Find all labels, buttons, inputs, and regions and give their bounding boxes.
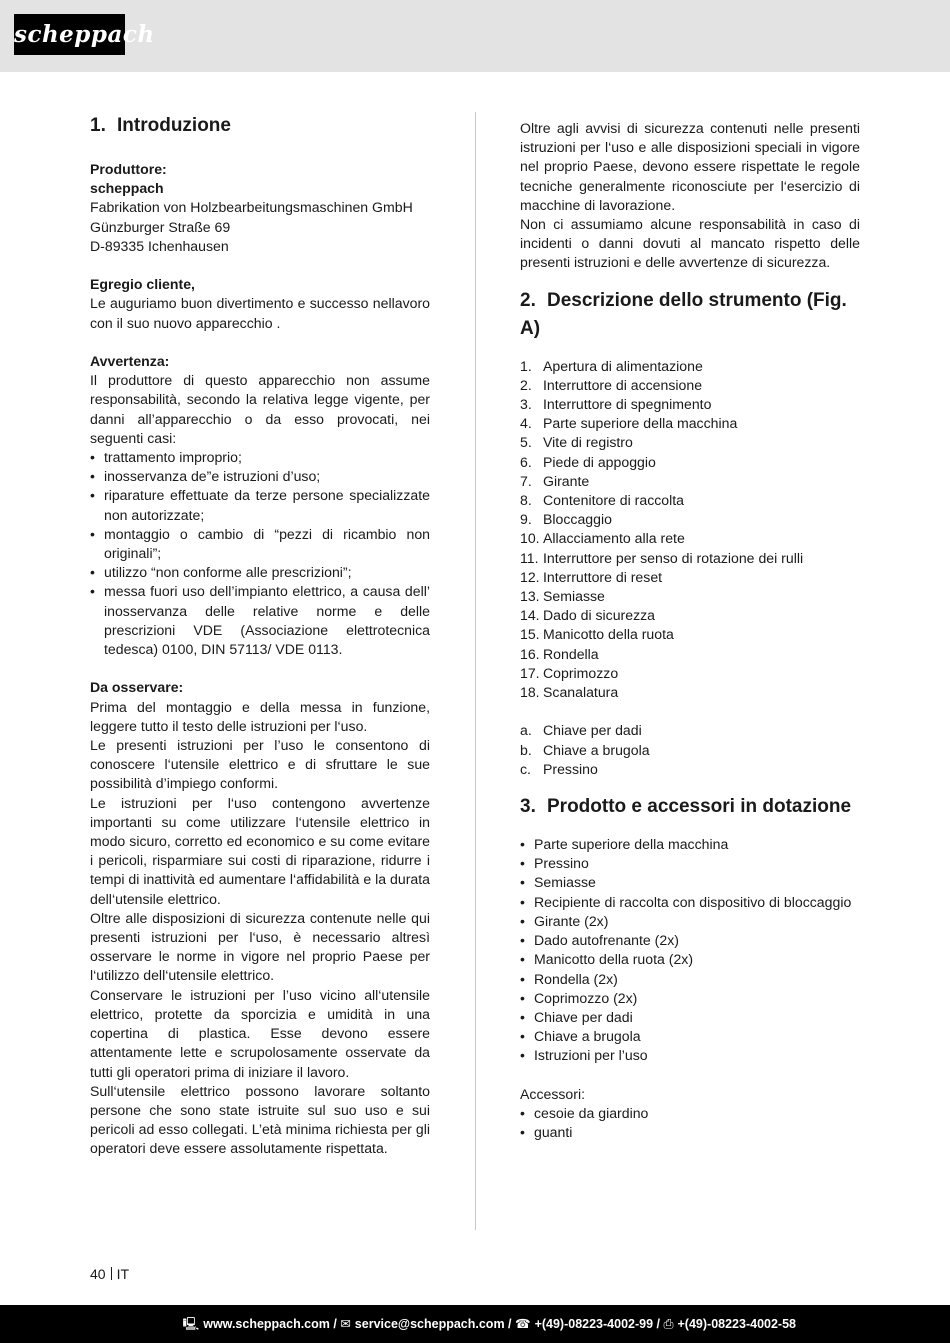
list-item: b. Chiave a brugola xyxy=(520,741,650,758)
list-item: • Rondella (2x) xyxy=(520,970,860,989)
observe-paragraph: Prima del montaggio e della messa in funzione, leggere tutto il testo delle istruzioni per l‘uso. xyxy=(90,698,430,734)
list-item: • inosservanza de”e istruzioni d’uso; xyxy=(90,467,430,486)
intro-paragraph: Oltre agli avvisi di sicurezza contenuti nelle presenti istruzioni per l‘uso e alle disposizioni speciali in vigore nel proprio Paese, devono essere rispettate le regole tecniche generalmente riconosciute per l‘esercizio di macchine di lavorazione. xyxy=(520,120,860,213)
header-bar xyxy=(0,0,950,72)
computer-icon: 🖳 xyxy=(182,1317,200,1331)
list-item: c. Pressino xyxy=(520,760,598,777)
manufacturer-label: Produttore: xyxy=(90,161,167,177)
warning-label: Avvertenza: xyxy=(90,353,170,369)
list-item: 10. Allacciamento alla rete xyxy=(520,530,685,547)
dear-customer-label: Egregio cliente, xyxy=(90,276,195,293)
list-item: 8. Contenitore di raccolta xyxy=(520,492,685,509)
scheppach-logo: scheppach xyxy=(14,14,125,55)
fax-icon: ⎙ xyxy=(663,1317,674,1331)
list-item: 16. Rondella xyxy=(520,645,599,662)
contact-line: 🖳 www.scheppach.com / ✉ service@scheppach.com / ☎ +(49)-08223-4002-99 / ⎙ +(49)-08223-4002-58 xyxy=(183,1305,796,1343)
manufacturer-line: D-89335 Ichenhausen xyxy=(90,237,229,254)
list-item: • Istruzioni per l’uso xyxy=(520,1046,860,1065)
observe-label: Da osservare: xyxy=(90,679,184,696)
manufacturer-name: scheppach xyxy=(90,180,164,197)
observe-paragraph: Conservare le istruzioni per l’uso vicino all‘utensile elettrico, protette da sporcizia e umidità in una copertina di plastica. Esse devono essere attentamente lette e scrupolosamente osservate da tutti gli operatori prima di iniziare il lavoro. xyxy=(90,986,430,1080)
list-item: 3. Interruttore di spegnimento xyxy=(520,396,712,413)
list-item: • Parte superiore della macchina xyxy=(520,835,860,854)
list-item: a. Chiave per dadi xyxy=(520,722,642,739)
list-item: 5. Vite di registro xyxy=(520,434,633,451)
supplied-list xyxy=(520,835,860,1065)
list-item: • Girante (2x) xyxy=(520,912,860,931)
section-2-heading: 2. Descrizione dello strumento (Fig. A) xyxy=(520,289,847,339)
web-link[interactable]: www.scheppach.com xyxy=(203,1317,330,1331)
page-number: 40 IT xyxy=(90,1266,130,1282)
list-item: 6. Piede di appoggio xyxy=(520,453,656,470)
tools-list xyxy=(520,721,860,779)
left-column xyxy=(90,112,430,1159)
list-item: • Semiasse xyxy=(520,873,860,892)
accessories-label: Accessori: xyxy=(520,1085,586,1102)
list-item: 17. Coprimozzo xyxy=(520,664,619,681)
list-item: 1. Apertura di alimentazione xyxy=(520,357,703,374)
list-item: • trattamento improprio; xyxy=(90,448,430,467)
section-1-heading: 1. Introduzione xyxy=(90,115,231,136)
list-item: 2. Interruttore di accensione xyxy=(520,376,703,393)
accessories-list xyxy=(520,1104,860,1142)
section-3-heading: 3. Prodotto e accessori in dotazione xyxy=(520,796,852,818)
list-item: • Pressino xyxy=(520,854,860,873)
list-item: 9. Bloccaggio xyxy=(520,511,612,528)
list-item: 7. Girante xyxy=(520,472,590,489)
phone-number: +(49)-08223-4002-99 xyxy=(534,1317,654,1331)
list-item: • guanti xyxy=(520,1123,860,1142)
dear-customer-text: Le auguriamo buon divertimento e successo nellavoro con il suo nuovo apparecchio . xyxy=(90,295,430,331)
email-icon: ✉ xyxy=(340,1317,351,1331)
list-item: • Recipiente di raccolta con dispositivo di bloccaggio xyxy=(520,893,860,912)
list-item: • Chiave a brugola xyxy=(520,1027,860,1046)
email-link[interactable]: service@scheppach.com xyxy=(354,1317,505,1331)
fax-number: +(49)-08223-4002-58 xyxy=(677,1317,796,1331)
list-item: 4. Parte superiore della macchina xyxy=(520,415,738,432)
list-item: • Coprimozzo (2x) xyxy=(520,989,860,1008)
list-item: 14. Dado di sicurezza xyxy=(520,607,656,624)
observe-paragraph: Oltre alle disposizioni di sicurezza contenute nelle qui presenti istruzioni per l‘uso, è necessario altresì osservare le norme in vigore nel proprio Paese per l‘utilizzo dell‘utensile elettrico. xyxy=(90,909,430,984)
phone-icon: ☎ xyxy=(514,1317,531,1331)
manufacturer-line: Günzburger Straße 69 xyxy=(90,218,231,235)
parts-list xyxy=(520,357,860,703)
list-item: 13. Semiasse xyxy=(520,588,605,605)
list-item: • Manicotto della ruota (2x) xyxy=(520,950,860,969)
list-item: 11. Interruttore per senso di rotazione dei rulli xyxy=(520,549,804,566)
list-item: 18. Scanalatura xyxy=(520,684,619,701)
list-item: 15. Manicotto della ruota xyxy=(520,626,674,643)
list-item: 12. Interruttore di reset xyxy=(520,568,663,585)
list-item: • utilizzo “non conforme alle prescrizioni”; xyxy=(90,563,430,582)
column-divider xyxy=(475,112,476,1230)
list-item: • cesoie da giardino xyxy=(520,1104,860,1123)
observe-paragraph: Le istruzioni per l‘uso contengono avvertenze importanti su come utilizzare l‘utensile elettrico in modo sicuro, corretto ed economico e su come evitare i pericoli, risparmiare sui costi di riparazione, ridurre i tempi di inattività ed aumentare l‘affidabilità e la durata dell‘utensile elettrico. xyxy=(90,794,430,907)
list-item: • montaggio o cambio di “pezzi di ricambio non originali”; xyxy=(90,525,430,563)
manufacturer-line: Fabrikation von Holzbearbeitungsmaschinen GmbH xyxy=(90,199,413,216)
observe-paragraph: Le presenti istruzioni per l’uso le consentono di conoscere l‘utensile elettrico e di sfruttare le sue possibilità d’impiego conformi. xyxy=(90,737,430,792)
list-item: • riparature effettuate da terze persone specializzate non autorizzate; xyxy=(90,486,430,524)
list-item: • messa fuori uso dell’impianto elettrico, a causa dell’ inosservanza delle relative norme e delle prescrizioni VDE (Associazione elettrotecnica tedesca) 0100, DIN 57113/ VDE 0113. xyxy=(90,582,430,659)
warning-text: Il produttore di questo apparecchio non assume responsabilità, secondo la relativa legge vigente, per danni all’apparecchio o da esso provocati, nei seguenti casi: xyxy=(90,372,430,446)
list-item: • Dado autofrenante (2x) xyxy=(520,931,860,950)
footer-bar xyxy=(0,1305,950,1343)
right-column xyxy=(520,119,860,1142)
intro-paragraph: Non ci assumiamo alcune responsabilità in caso di incidenti o danni dovuti al mancato rispetto delle presenti istruzioni e delle avvertenze di sicurezza. xyxy=(520,216,860,271)
list-item: • Chiave per dadi xyxy=(520,1008,860,1027)
observe-paragraph: Sull‘utensile elettrico possono lavorare soltanto persone che sono state istruite sul suo uso e sui pericoli ad esso collegati. L’età minima richiesta per gli operatori deve essere assolutamente rispettata. xyxy=(90,1082,430,1157)
warning-list xyxy=(90,448,430,659)
